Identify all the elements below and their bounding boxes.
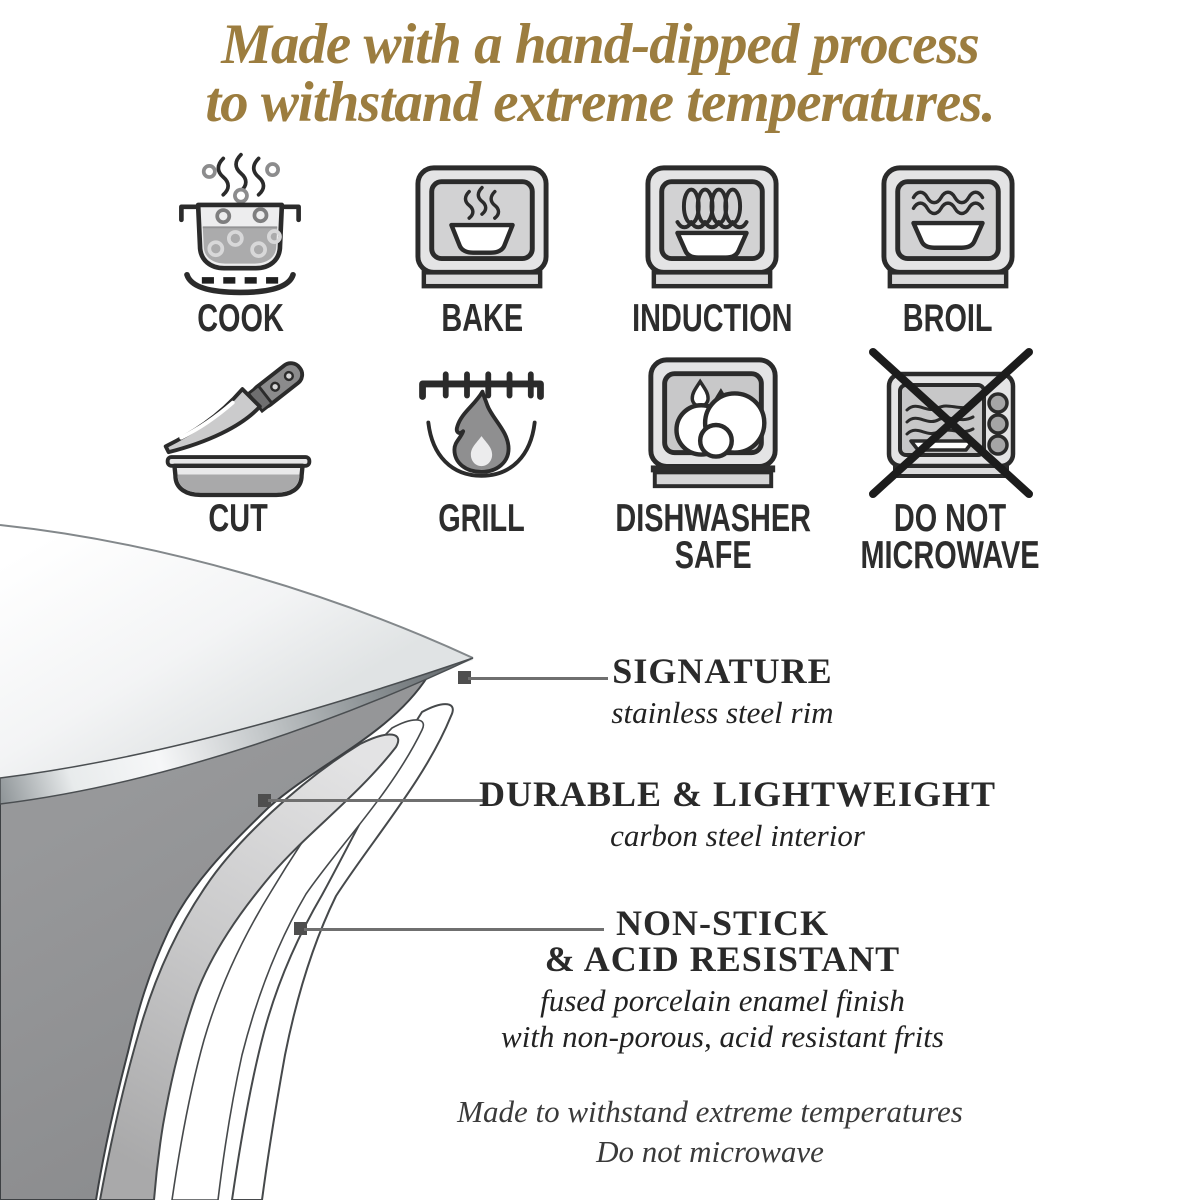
- durable-leader-line: [268, 799, 483, 802]
- callout-title: NON-STICK & ACID RESISTANT: [544, 903, 901, 979]
- callout-subtitle: carbon steel interior: [610, 818, 865, 853]
- footer-line2: Do not microwave: [596, 1133, 824, 1169]
- feature-bake: [361, 150, 603, 340]
- broil-icon: [874, 150, 1022, 298]
- grill-flame-icon: [409, 352, 554, 498]
- induction-coil-icon: [638, 150, 786, 298]
- headline-line2: to withstand extreme temperatures.: [205, 71, 995, 135]
- feature-label: INDUCTION: [631, 297, 793, 340]
- feature-broil: [827, 150, 1069, 340]
- feature-label: DISHWASHER SAFE: [615, 497, 811, 578]
- feature-cook: [119, 150, 361, 340]
- footer-line1: Made to withstand extreme temperatures: [457, 1094, 963, 1129]
- feature-label: GRILL: [437, 497, 525, 540]
- feature-do-not-microwave: [829, 352, 1071, 578]
- callout-title: SIGNATURE: [612, 651, 833, 691]
- feature-label: COOK: [196, 297, 284, 340]
- callout-title: DURABLE & LIGHTWEIGHT: [478, 774, 997, 814]
- dishwasher-icon: [639, 352, 787, 498]
- knife-cut-icon: [156, 352, 321, 498]
- feature-dishwasher-safe: [592, 352, 834, 578]
- feature-label: BAKE: [441, 297, 523, 340]
- feature-label: DO NOT MICROWAVE: [860, 497, 1040, 578]
- feature-induction: [591, 150, 833, 340]
- callout-durable-lightweight: [470, 776, 1005, 854]
- headline: [0, 13, 1200, 135]
- cook-pot-icon: [170, 150, 310, 298]
- callout-signature: [455, 653, 990, 731]
- headline-line1: Made with a hand-dipped process: [221, 13, 979, 76]
- callout-subtitle: stainless steel rim: [611, 695, 834, 730]
- no-microwave-icon: [865, 352, 1035, 498]
- footer-note: [400, 1092, 1020, 1171]
- feature-label: BROIL: [903, 297, 993, 340]
- oven-bake-icon: [408, 150, 556, 298]
- callout-subtitle: fused porcelain enamel finish with non-porous, acid resistant frits: [501, 983, 944, 1054]
- feature-label: CUT: [208, 497, 268, 540]
- callout-nonstick-acid-resistant: [455, 905, 990, 1054]
